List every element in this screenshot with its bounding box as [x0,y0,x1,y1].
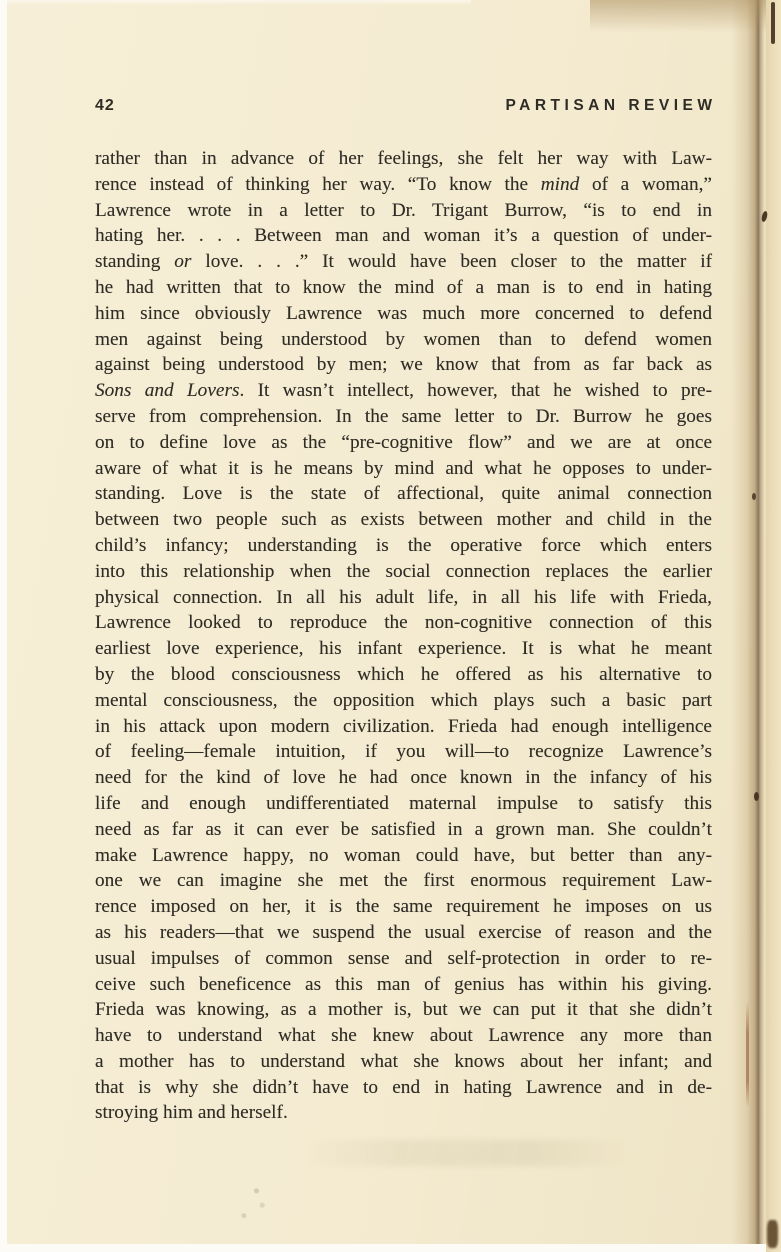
text-line: make Lawrence happy, no woman could have, but better than any- [95,844,712,866]
text-line: one we can imagine she met the first enormous requirement Law- [95,870,712,892]
text-line: between two people such as exists between mother and child in the [95,509,712,531]
text-line: as his readers—that we suspend the usual exercise of reason and the [95,921,712,943]
crease-scratch [746,1002,749,1107]
text-line: Lawrence wrote in a letter to Dr. Trigant Burrow, “is to end in [95,199,712,221]
text-line: serve from comprehension. In the same letter to Dr. Burrow he goes [95,405,712,427]
text-line: physical connection. In all his adult life, in all his life with Frieda, [95,586,712,608]
page-curl-shadow [590,0,766,36]
photo-border-bottom [0,1244,766,1252]
scan-speck [771,2,775,44]
text-line: against being understood by men; we know that from as far back as [95,354,712,376]
text-line: Frieda was knowing, as a mother is, but we can put it that she didn’t [95,999,712,1021]
text-line: into this relationship when the social connection replaces the earlier [95,560,712,582]
ink-showthrough [300,1140,630,1166]
text-line: rence instead of thinking her way. “To know the mind of a woman,” [95,173,712,195]
text-line: that is why she didn’t have to end in hating Lawrence and in de- [95,1076,712,1098]
scan-speck [754,792,759,801]
scan-speck [767,1220,778,1248]
text-line: hating her. . . . Between man and woman it’s a question of under- [95,225,712,247]
text-line: rather than in advance of her feelings, she felt her way with Law- [95,148,712,169]
text-line: in his attack upon modern civilization. Frieda had enough intelligence [95,715,712,737]
text-line: need as far as it can ever be satisfied in a grown man. She couldn’t [95,818,712,840]
adjacent-page-edge [766,0,781,1252]
text-line: ceive such beneficence as this man of genius has within his giving. [95,973,712,995]
photo-border-left [0,0,7,1252]
text-line: aware of what it is he means by mind and what he opposes to under- [95,457,712,479]
text-line: on to define love as the “pre-cognitive flow” and we are at once [95,431,712,453]
journal-title: PARTISAN REVIEW [505,97,717,114]
text-line: Lawrence looked to reproduce the non-cognitive connection of this [95,612,712,634]
text-line: earliest love experience, his infant experience. It is what he meant [95,638,712,660]
scan-speck [752,493,756,500]
text-line: men against being understood by women than to defend women [95,328,712,350]
body-text [95,146,712,1126]
text-line: need for the kind of love he had once known in the infancy of his [95,767,712,789]
text-line: stroying him and herself. [95,1102,288,1124]
text-line: mental consciousness, the opposition which plays such a basic part [95,689,712,711]
text-line: Sons and Lovers. It wasn’t intellect, however, that he wished to pre- [95,380,712,402]
text-line: of feeling—female intuition, if you will—to recognize Lawrence’s [95,741,712,763]
text-line: him since obviously Lawrence was much more concerned to defend [95,302,712,324]
text-line: usual impulses of common sense and self-protection in order to re- [95,947,712,969]
book-page [7,0,781,1244]
text-line: by the blood consciousness which he offered as his alternative to [95,663,712,685]
text-line: standing or love. . . .” It would have been closer to the matter if [95,251,712,273]
text-line: child’s infancy; understanding is the operative force which enters [95,534,712,556]
text-line: he had written that to know the mind of a man is to end in hating [95,276,712,298]
text-line: standing. Love is the state of affectional, quite animal connection [95,483,712,505]
text-line: have to understand what she knew about Lawrence any more than [95,1025,712,1047]
running-head [95,97,717,115]
text-line: a mother has to understand what she knows about her infant; and [95,1050,712,1072]
page-number: 42 [95,97,115,114]
text-line: rence imposed on her, it is the same requirement he imposes on us [95,896,712,918]
text-line: life and enough undifferentiated maternal impulse to satisfy this [95,792,712,814]
